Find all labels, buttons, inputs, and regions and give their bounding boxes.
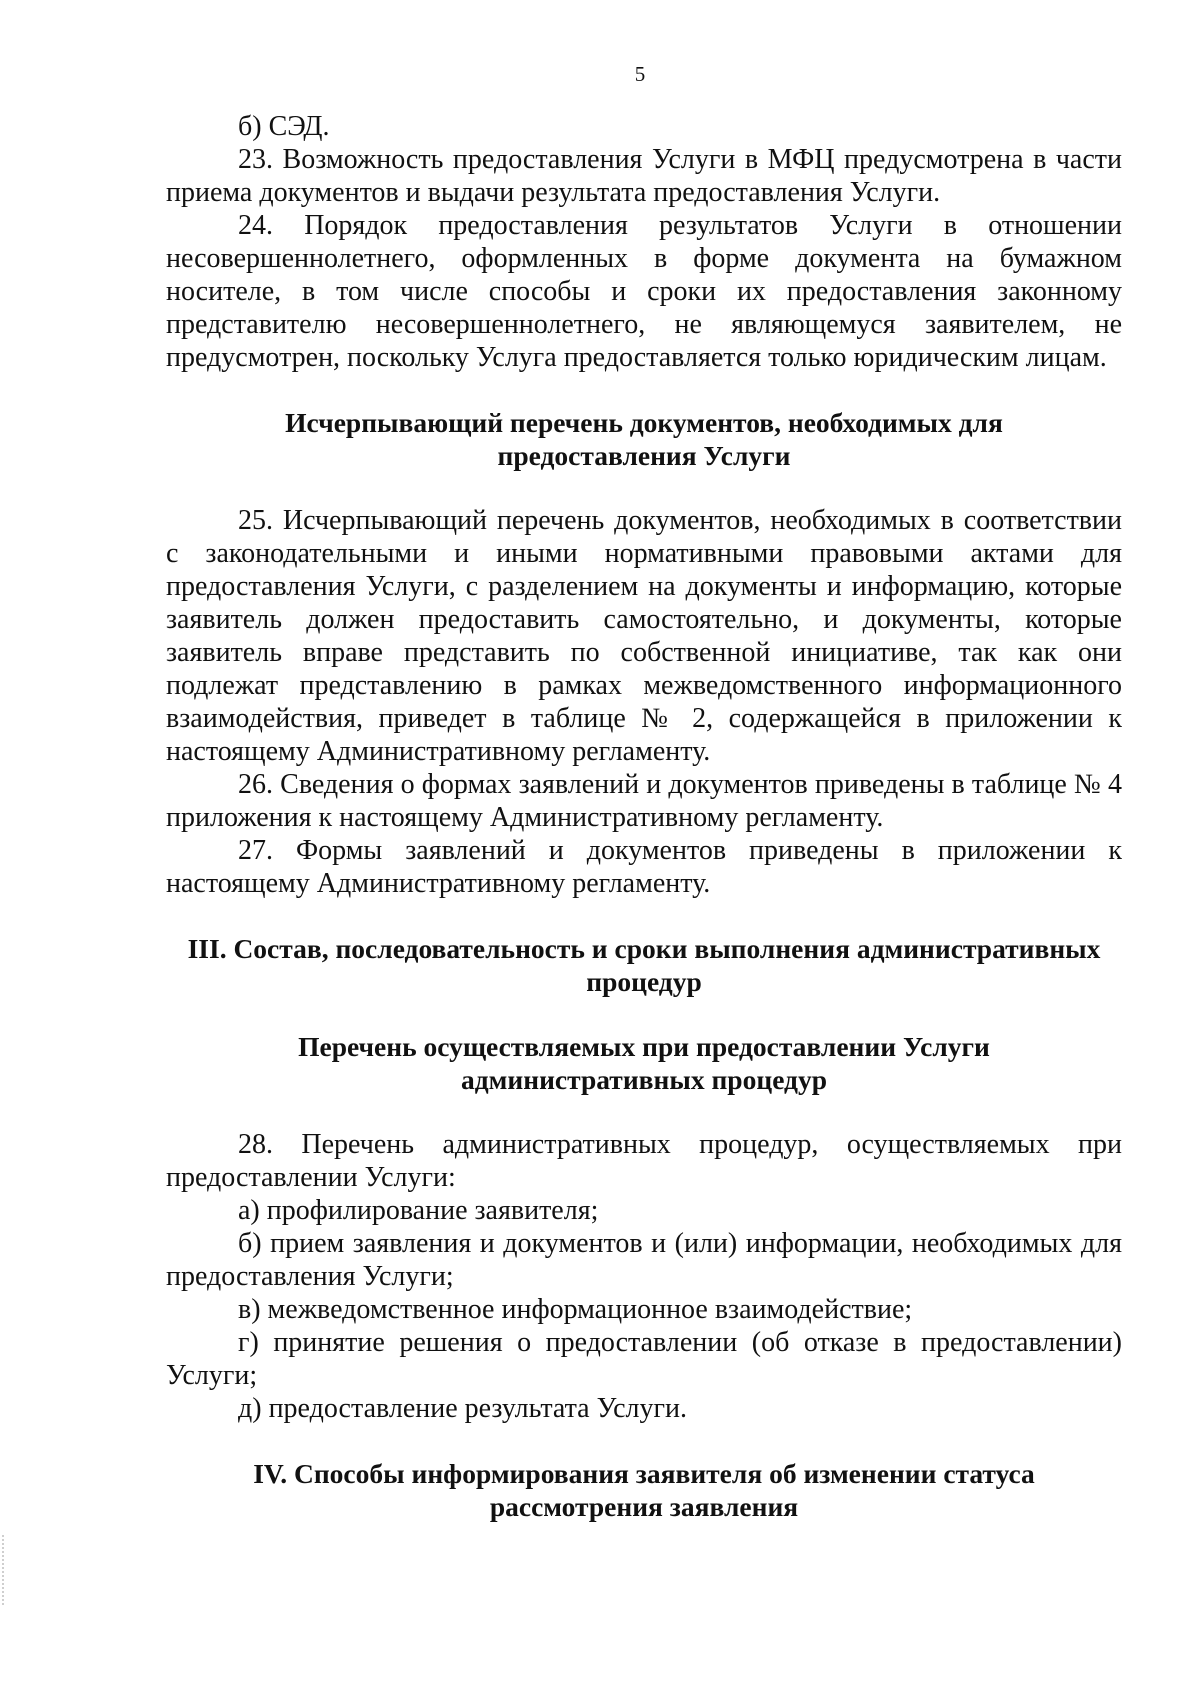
paragraph-28: 28. Перечень административных процедур, осуществляемых при предоставлении Услуги: xyxy=(166,1129,1122,1193)
heading-section-iv-line1: IV. Способы информирования заявителя об изменении статуса xyxy=(253,1458,1035,1489)
heading-documents-list xyxy=(166,406,1122,472)
heading-procedures-list-line2: административных процедур xyxy=(461,1064,827,1095)
paragraph-28-g: г) принятие решения о предоставлении (об отказе в предоставлении) Услуги; xyxy=(166,1327,1122,1391)
heading-section-iii-line1: III. Состав, последовательность и сроки выполнения административных xyxy=(187,933,1101,964)
paragraph-28-v: в) межведомственное информационное взаимодействие; xyxy=(238,1294,913,1325)
heading-section-iv xyxy=(166,1457,1122,1523)
heading-section-iii xyxy=(166,932,1122,998)
heading-section-iii-line2: процедур xyxy=(586,966,702,997)
paragraph-28-d: д) предоставление результата Услуги. xyxy=(238,1393,687,1424)
paragraph-item-b-sed: б) СЭД. xyxy=(238,111,330,142)
paragraph-25: 25. Исчерпывающий перечень документов, необходимых в соответствии с законодательными и иными нормативными правовыми актами для предоставления Услуги, с разделением на документы и информацию, которые заявитель должен предоставить самостоятельно, и документы, которые заявитель вправе представить по собственной инициативе, так как они подлежат представлению в рамках межведомственного информационного взаимодействия, приведет в таблице № 2, содержащейся в приложении к настоящему Административному регламенту. xyxy=(166,505,1122,767)
scan-edge-mark xyxy=(2,1535,6,1605)
paragraph-26: 26. Сведения о формах заявлений и документов приведены в таблице № 4 приложения к настоящему Административному регламенту. xyxy=(166,769,1122,833)
paragraph-27: 27. Формы заявлений и документов приведены в приложении к настоящему Административному регламенту. xyxy=(166,835,1122,899)
heading-documents-list-line1: Исчерпывающий перечень документов, необходимых для xyxy=(285,407,1003,438)
heading-documents-list-line2: предоставления Услуги xyxy=(497,440,791,471)
paragraph-28-b: б) прием заявления и документов и (или) информации, необходимых для предоставления Услуги; xyxy=(166,1228,1122,1292)
heading-section-iv-line2: рассмотрения заявления xyxy=(489,1491,799,1522)
heading-procedures-list-line1: Перечень осуществляемых при предоставлении Услуги xyxy=(298,1031,990,1062)
document-body xyxy=(166,110,1122,1523)
paragraph-24: 24. Порядок предоставления результатов Услуги в отношении несовершеннолетнего, оформленных в форме документа на бумажном носителе, в том числе способы и сроки их предоставления законному представителю несовершеннолетнего, не являющемуся заявителем, не предусмотрен, поскольку Услуга предоставляется только юридическим лицам. xyxy=(166,210,1122,373)
heading-procedures-list xyxy=(166,1030,1122,1096)
paragraph-23: 23. Возможность предоставления Услуги в МФЦ предусмотрена в части приема документов и выдачи результата предоставления Услуги. xyxy=(166,144,1122,208)
page-number: 5 xyxy=(634,62,646,86)
paragraph-28-a: а) профилирование заявителя; xyxy=(238,1195,599,1226)
